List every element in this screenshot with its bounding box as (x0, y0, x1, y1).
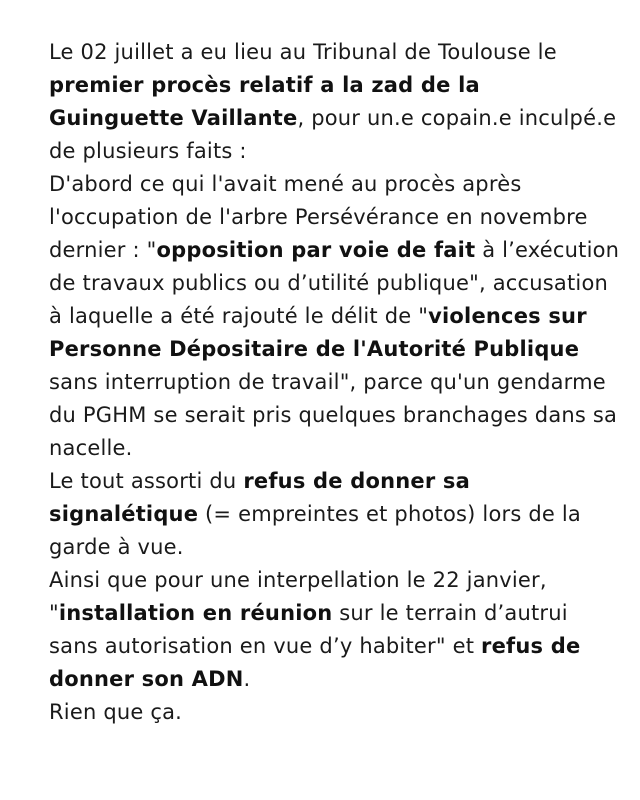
text-run: Le tout assorti du (49, 469, 244, 493)
text-run: sans interruption de travail", parce qu'un gendarme du PGHM se serait pris quelques branchages dans sa nacelle. (49, 370, 618, 460)
bold-text-run: premier procès relatif a la zad de la Guinguette Vaillante (49, 73, 480, 130)
text-run: Le 02 juillet a eu lieu au Tribunal de Toulouse le (49, 40, 557, 64)
bold-text-run: refus de donner sa signalétique (49, 469, 470, 526)
bold-text-run: installation en réunion (58, 601, 333, 625)
bold-text-run: refus de donner son ADN (49, 634, 581, 691)
paragraph-2 (49, 168, 620, 465)
text-run: à l’exécution de travaux publics ou d’utilité publique", accusation à laquelle a été rajouté le délit de " (49, 238, 620, 328)
text-run: , pour un.e copain.e inculpé.e de plusieurs faits : (49, 106, 617, 163)
text-run: . (243, 667, 251, 691)
text-run: (= empreintes et photos) lors de la garde à vue. (49, 502, 581, 559)
text-run: Rien que ça. (49, 700, 183, 724)
paragraph-1 (49, 36, 620, 168)
text-run: sur le terrain d’autrui sans autorisation en vue d’y habiter" et (49, 601, 568, 658)
paragraph-5 (49, 696, 620, 729)
bold-text-run: opposition par voie de fait (156, 238, 476, 262)
bold-text-run: violences sur Personne Dépositaire de l'Autorité Publique (49, 304, 587, 361)
text-run: Ainsi que pour une interpellation le 22 janvier, " (49, 568, 547, 625)
text-run: D'abord ce qui l'avait mené au procès après l'occupation de l'arbre Persévérance en novembre dernier : " (49, 172, 588, 262)
paragraph-3 (49, 465, 620, 564)
paragraph-4 (49, 564, 620, 696)
